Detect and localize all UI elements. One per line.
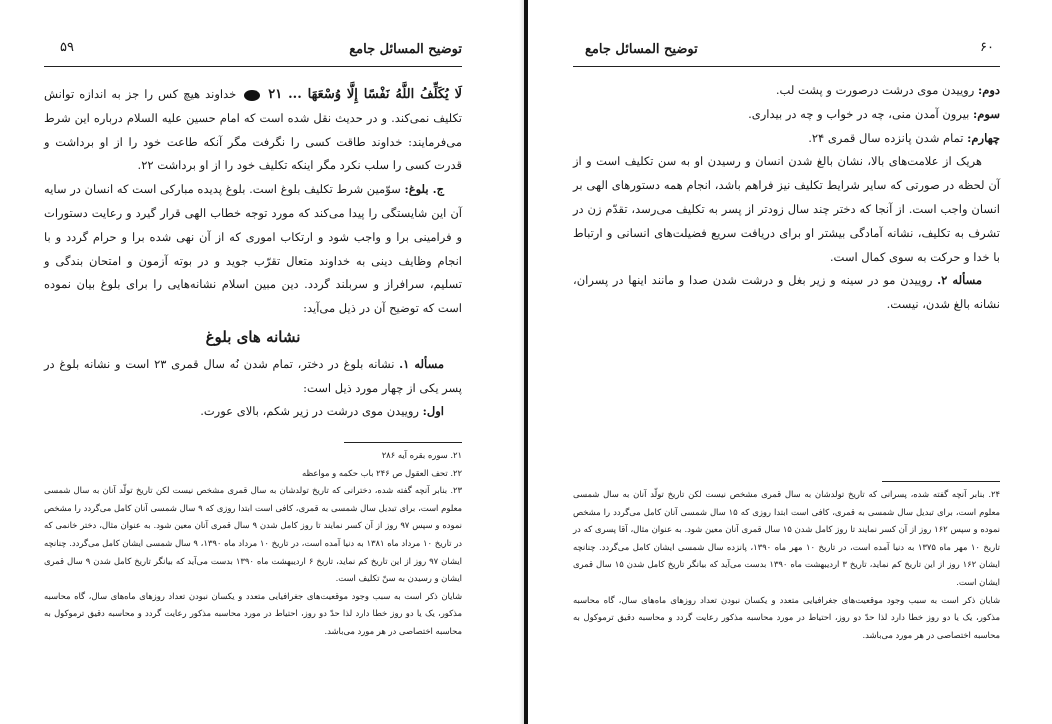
issue-label: مسأله ۲. — [937, 273, 983, 288]
paragraph-puberty — [44, 178, 462, 321]
paragraph-text: سوّمین شرط تکلیف بلوغ است. بلوغ پدیده مبارکی است که انسان در سایه آن این شایستگی را پیدا می‌کند که مورد توجه خطاب الهی قرار گیرد و رعایت دستورات و فرامینی برا و واجب شود و ارتکاب اموری که از آن نهی شده برا و حرام گردد و با انجام وظایف دینی به خداوند متعال تقرّب جوید و در بوته آزمون و امتحان بندگی و تسلیم، سرافراز و سربلند گردد. دین مبین اسلام نشانه‌هایی را برای بلوغ بیان نموده است که توضیح آن در ذیل می‌آید: — [44, 182, 462, 316]
section-label: ج. بلوغ: — [404, 182, 445, 197]
footnote-24: ۲۴. بنابر آنچه گفته شده، پسرانی که تاریخ تولدشان به سال قمری مشخص نیست لکن تاریخ تولّد آنان به سال شمسی معلوم است، برای تبدیل سال شمسی به قمری، کافی است ابتدا روزی که ۱۵ سال شمسی آنان کامل می‌گردد را مشخص نموده و سپس ۱۶۲ روز از آن کسر نمایند تا روز کامل شدن ۱۵ سال قمری آنان معین شود. به عنوان مثال، آقا پسری که در تاریخ ۱۰ مهر ماه ۱۳۷۵ به دنیا آمده است، در تاریخ ۱۰ مهر ماه ۱۳۹۰، پانزده سال شمسی ایشان کامل می‌گردد. چنانچه ایشان ۱۶۲ روز از این تاریخ کم نماید، تاریخ ۳ اردیبهشت ماه ۱۳۹۰ بدست می‌آید که بیانگر تاریخ کامل شدن ۱۵ سال قمری ایشان است. — [573, 489, 1001, 587]
right-page — [573, 0, 1000, 724]
section-heading: نشانه های بلوغ — [205, 327, 301, 346]
footnote-separator — [882, 481, 1000, 482]
footnote-separator — [344, 442, 462, 443]
issue-1 — [44, 353, 462, 401]
running-title: توضیح المسائل جامع — [349, 42, 462, 57]
issue-2 — [573, 269, 1000, 317]
left-footnotes — [44, 447, 462, 641]
page-number: ۵۹ — [60, 40, 74, 55]
issue-label: مسأله ۱. — [399, 356, 444, 371]
quran-verse-paragraph — [44, 83, 462, 178]
sign-label: دوم: — [977, 83, 1000, 97]
footnote-22: ۲۲. تحف العقول ص ۲۴۶ باب حکمه و مواعظه — [301, 467, 462, 478]
right-page-body — [573, 79, 1000, 317]
page-number: ۶۰ — [980, 40, 994, 55]
left-page — [44, 0, 462, 724]
sign-fourth — [573, 127, 1000, 151]
paragraph-signs: هریک از علامت‌های بالا، نشان بالغ شدن انسان و رسیدن او به سن تکلیف است و از آن لحظه در صورتی که سایر شرایط تکلیف نیز فراهم باشد، انجام همه دستورهای الهی بر انسان واجب است. از آنجا که دختر چند سال زودتر از پسر به تکلیف می‌رسد، تقدّم زن در تشرف به تکلیف، نشانه آمادگی بیشتر او برای دریافت سریع فضیلت‌های انسانی و ارتباط با خدا و حرکت به سوی کمال است. — [573, 154, 1000, 264]
sign-label: چهارم: — [967, 130, 1000, 145]
quran-verse: لَا یُکَلِّفُ اللَّهُ نَفْسًا إِلَّا وُسْعَهَا ... ۲۱ — [268, 87, 462, 102]
issue-text: روییدن مو در سینه و زیر بغل و درشت شدن صدا و مانند اینها در پسران، نشانه بالغ شدن، نیست. — [573, 273, 1000, 312]
right-page-header — [573, 40, 1000, 67]
left-page-body — [44, 83, 462, 424]
verse-explanation: خداوند هیچ کس را جز به اندازه توانش تکلیف نمی‌کند. و در حدیث نقل شده است که امام حسین علیه السلام درباره این شرط می‌فرمایند: خداوند طاقت کسی را نگرفت مگر آنکه طاعت خود را از او برداشت و قدرت کسی را سلب نکرد مگر اینکه تکلیف خود را از او برداشت ۲۲. — [44, 87, 462, 173]
sign-third — [573, 103, 1000, 127]
left-page-header — [44, 40, 462, 67]
running-title: توضیح المسائل جامع — [585, 42, 698, 57]
footnote-note: شایان ذکر است به سبب وجود موقعیت‌های جغرافیایی متعدد و یکسان نبودن تعداد روزهای ماه‌های سال، گاه محاسبه مذکور، یک یا دو روز خطا دارد لذا حدّ دو روز، احتیاط در مورد محاسبه مذکور رعایت گردد و محاسبه دقیق ترموکول به محاسبه اختصاصی در هر مورد می‌باشد. — [44, 590, 462, 636]
sign-text: تمام شدن پانزده سال قمری ۲۴. — [808, 130, 964, 145]
sign-label: اول: — [422, 404, 444, 419]
footnote-21: ۲۱. سوره بقره آیه ۲۸۶ — [381, 450, 462, 460]
sign-first — [44, 400, 462, 424]
issue-text: نشانه بلوغ در دختر، تمام شدن نُه سال قمری ۲۳ است و نشانه بلوغ در پسر یکی از چهار مورد ذیل است: — [44, 356, 462, 395]
book-gutter — [524, 0, 528, 724]
sign-second — [573, 79, 1000, 103]
right-footnotes — [573, 486, 1000, 644]
verse-marker-icon — [244, 90, 260, 101]
sign-text: بیرون آمدن منی، چه در خواب و چه در بیداری. — [748, 106, 970, 121]
sign-label: سوم: — [973, 106, 1000, 121]
footnote-note: شایان ذکر است به سبب وجود موقعیت‌های جغرافیایی متعدد و یکسان نبودن تعداد روزهای ماه‌های سال، گاه محاسبه مذکور، یک یا دو روز خطا دارد لذا حدّ دو روز، احتیاط در مورد محاسبه مذکور رعایت گردد و محاسبه دقیق ترموکول به محاسبه اختصاصی در هر مورد می‌باشد. — [573, 594, 1000, 640]
footnote-23: ۲۳. بنابر آنچه گفته شده، دخترانی که تاریخ تولدشان به سال قمری مشخص نیست لکن تاریخ تولّد آنان به سال شمسی معلوم است، برای تبدیل سال شمسی به قمری، کافی است ابتدا روزی که ۹ سال شمسی آنان کامل می‌گردد را مشخص نموده و سپس ۹۷ روز از آن کسر نمایند تا روز کامل شدن ۹ سال قمری آنان معین شود. به عنوان مثال، دختر خانمی که در تاریخ ۱۰ مرداد ماه ۱۳۸۱ به دنیا آمده است، در تاریخ ۱۰ مرداد ماه ۱۳۹۰، ۹ سال شمسی ایشان کامل می‌گردد. چنانچه ایشان ۹۷ روز از این تاریخ کم نماید، تاریخ ۶ اردیبهشت ماه ۱۳۹۰ بدست می‌آید که بیانگر تاریخ کامل شدن ۹ سال قمری ایشان و رسیدن به سنّ تکلیف است. — [44, 485, 463, 584]
sign-text: روییدن موی درشت درصورت و پشت لب. — [775, 83, 975, 97]
sign-text: روییدن موی درشت در زیر شکم، بالای عورت. — [200, 404, 419, 419]
